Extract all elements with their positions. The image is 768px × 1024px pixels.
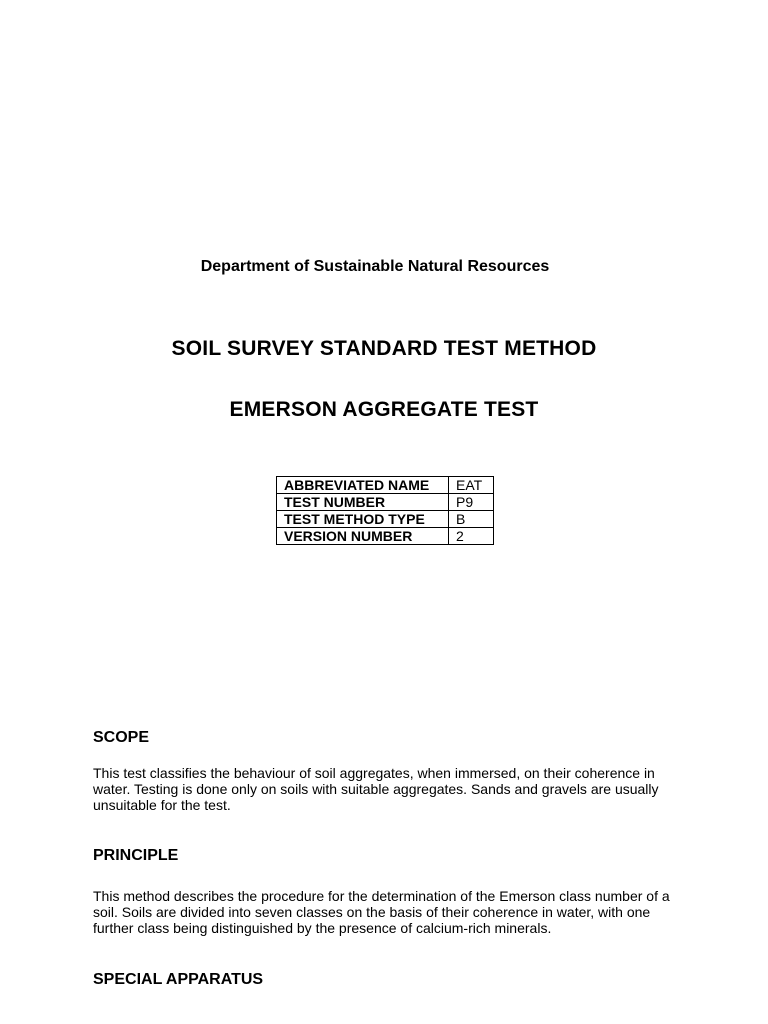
test-method-type-label: TEST METHOD TYPE — [277, 511, 449, 528]
test-name-title: EMERSON AGGREGATE TEST — [229, 398, 539, 421]
document-title: SOIL SURVEY STANDARD TEST METHOD — [171, 337, 597, 360]
version-number-value: 2 — [449, 528, 494, 545]
special-apparatus-heading: SPECIAL APPARATUS — [93, 971, 264, 988]
table-row — [277, 494, 494, 511]
principle-heading: PRINCIPLE — [93, 847, 179, 864]
table-row — [277, 511, 494, 528]
scope-paragraph: This test classifies the behaviour of soil aggregates, when immersed, on their coherence in water. Testing is done only on soils with suitable aggregates. Sands and gravels are usually unsuitable for the test. — [93, 765, 659, 813]
version-number-label: VERSION NUMBER — [277, 528, 449, 545]
abbreviated-name-value: EAT — [449, 477, 494, 494]
test-number-value: P9 — [449, 494, 494, 511]
department-name: Department of Sustainable Natural Resources — [200, 258, 550, 275]
abbreviated-name-label: ABBREVIATED NAME — [277, 477, 449, 494]
table-row — [277, 477, 494, 494]
scope-heading: SCOPE — [93, 729, 150, 746]
test-number-label: TEST NUMBER — [277, 494, 449, 511]
principle-paragraph: This method describes the procedure for the determination of the Emerson class number of a soil. Soils are divided into seven classes on the basis of their coherence in water, with one further class being distinguished by the presence of calcium-rich minerals. — [93, 888, 670, 936]
test-method-type-value: B — [449, 511, 494, 528]
test-info-table — [276, 476, 494, 545]
table-row — [277, 528, 494, 545]
